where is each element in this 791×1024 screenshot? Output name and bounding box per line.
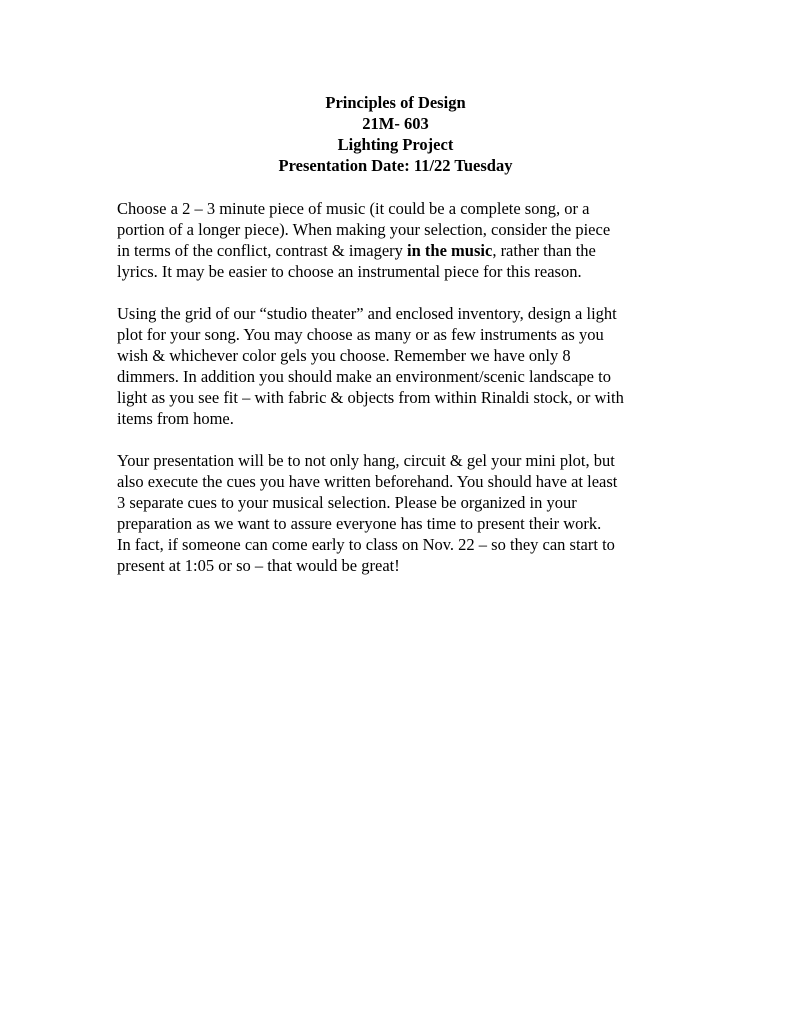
document-header (0, 92, 791, 176)
paragraph-line (117, 240, 687, 261)
course-title: Principles of Design (325, 93, 466, 112)
paragraph-line: present at 1:05 or so – that would be great! (117, 556, 400, 575)
paragraph-line: wish & whichever color gels you choose. Remember we have only 8 (117, 346, 571, 365)
line-text: in terms of the conflict, contrast & imagery (117, 241, 408, 260)
presentation-date: Presentation Date: 11/22 Tuesday (278, 156, 513, 175)
paragraph-line: also execute the cues you have written beforehand. You should have at least (117, 472, 618, 491)
line-text: , rather than the (492, 241, 596, 260)
paragraph-light-plot (117, 303, 687, 429)
paragraph-line: preparation as we want to assure everyone has time to present their work. (117, 514, 602, 533)
paragraph-line: lyrics. It may be easier to choose an instrumental piece for this reason. (117, 262, 582, 281)
project-title: Lighting Project (337, 135, 454, 154)
paragraph-line: plot for your song. You may choose as many or as few instruments as you (117, 325, 604, 344)
paragraph-music-selection (117, 198, 687, 282)
paragraph-line: Using the grid of our “studio theater” and enclosed inventory, design a light (117, 304, 617, 323)
paragraph-line: dimmers. In addition you should make an environment/scenic landscape to (117, 367, 611, 386)
course-number: 21M- 603 (362, 114, 429, 133)
emphasis-text: in the music (407, 241, 493, 260)
paragraph-line: In fact, if someone can come early to class on Nov. 22 – so they can start to (117, 535, 615, 554)
paragraph-line: 3 separate cues to your musical selection. Please be organized in your (117, 493, 577, 512)
paragraph-line: Your presentation will be to not only hang, circuit & gel your mini plot, but (117, 451, 615, 470)
paragraph-line: portion of a longer piece). When making your selection, consider the piece (117, 220, 611, 239)
document-body (117, 198, 687, 597)
paragraph-line: Choose a 2 – 3 minute piece of music (it could be a complete song, or a (117, 199, 590, 218)
paragraph-line: light as you see fit – with fabric & objects from within Rinaldi stock, or with (117, 388, 624, 407)
paragraph-presentation (117, 450, 687, 576)
paragraph-line: items from home. (117, 409, 234, 428)
